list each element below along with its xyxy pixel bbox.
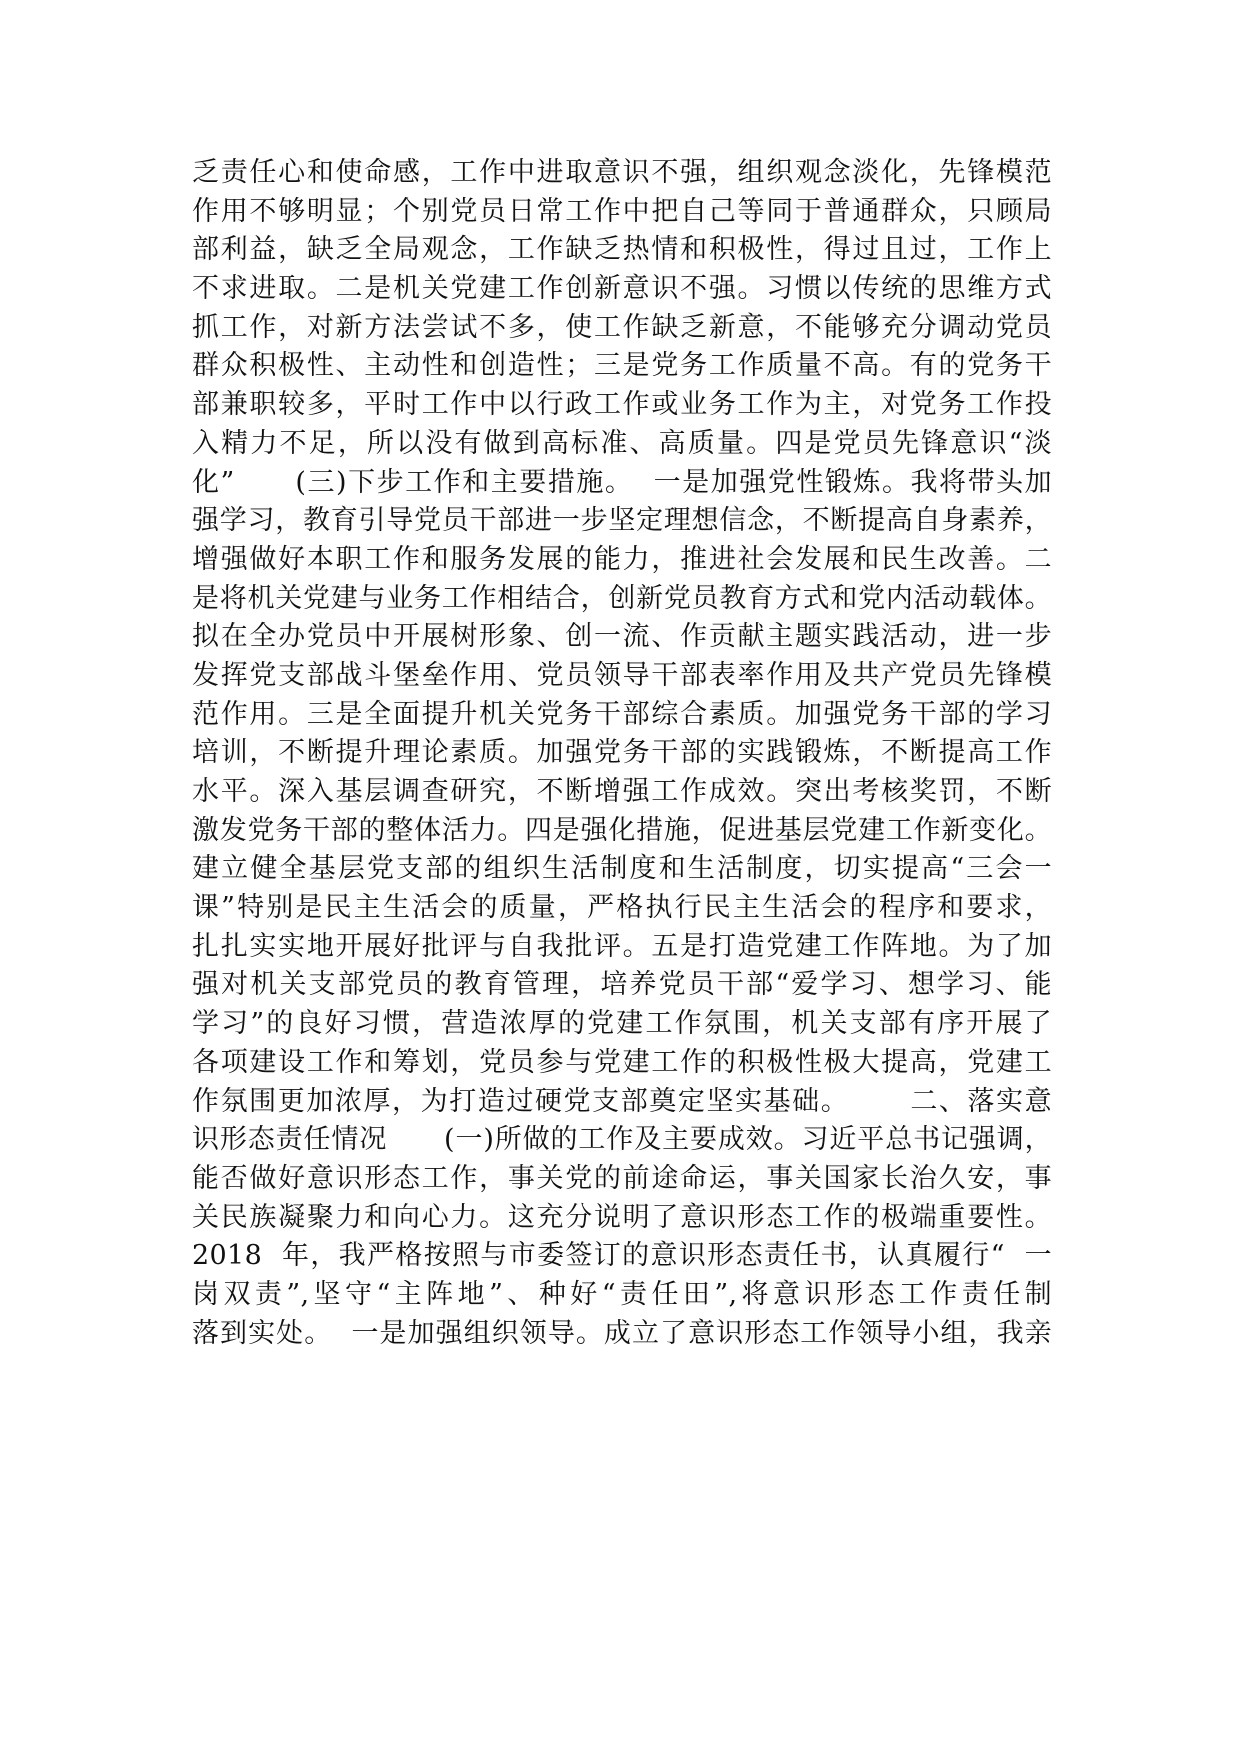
- text-line: 作用不够明显；个别党员日常工作中把自己等同于普通群众，只顾局: [192, 195, 1052, 227]
- text-line: 部利益，缺乏全局观念，工作缺乏热情和积极性，得过且过，工作上: [192, 234, 1052, 266]
- text-line: 2018 年，我严格按照与市委签订的意识形态责任书，认真履行“ 一: [192, 1240, 1052, 1272]
- text-line: 作氛围更加浓厚，为打造过硬党支部奠定坚实基础。 二、落实意: [192, 1085, 1052, 1117]
- text-line: 建立健全基层党支部的组织生活制度和生活制度，切实提高“三会一: [192, 853, 1052, 885]
- text-line: 拟在全办党员中开展树形象、创一流、作贡献主题实践活动，进一步: [192, 621, 1052, 653]
- text-line: 抓工作，对新方法尝试不多，使工作缺乏新意，不能够充分调动党员: [192, 311, 1052, 343]
- text-line: 增强做好本职工作和服务发展的能力，推进社会发展和民生改善。二: [192, 543, 1052, 575]
- text-line: 部兼职较多，平时工作中以行政工作或业务工作为主，对党务工作投: [192, 389, 1052, 421]
- text-line: 培训，不断提升理论素质。加强党务干部的实践锻炼，不断提高工作: [192, 737, 1052, 769]
- text-line: 群众积极性、主动性和创造性；三是党务工作质量不高。有的党务干: [192, 350, 1052, 382]
- text-line: 强对机关支部党员的教育管理，培养党员干部“爱学习、想学习、能: [192, 969, 1052, 1001]
- text-line: 识形态责任情况 (一)所做的工作及主要成效。习近平总书记强调，: [192, 1124, 1052, 1156]
- text-line: 课”特别是民主生活会的质量，严格执行民主生活会的程序和要求，: [192, 892, 1052, 924]
- text-line: 发挥党支部战斗堡垒作用、党员领导干部表率作用及共产党员先锋模: [192, 659, 1052, 691]
- text-line: 水平。深入基层调查研究，不断增强工作成效。突出考核奖罚，不断: [192, 776, 1052, 807]
- text-line: 各项建设工作和筹划，党员参与党建工作的积极性极大提高，党建工: [192, 1046, 1052, 1078]
- text-line: 范作用。三是全面提升机关党务干部综合素质。加强党务干部的学习: [192, 698, 1052, 730]
- text-line: 扎扎实实地开展好批评与自我批评。五是打造党建工作阵地。为了加: [192, 930, 1052, 962]
- text-line: 激发党务干部的整体活力。四是强化措施，促进基层党建工作新变化。: [192, 814, 1052, 846]
- text-line: 关民族凝聚力和向心力。这充分说明了意识形态工作的极端重要性。: [192, 1201, 1052, 1233]
- text-line: 是将机关党建与业务工作相结合，创新党员教育方式和党内活动载体。: [192, 582, 1052, 614]
- text-line: 化” (三)下步工作和主要措施。 一是加强党性锻炼。我将带头加: [192, 466, 1052, 498]
- text-line: 入精力不足，所以没有做到高标准、高质量。四是党员先锋意识“淡: [192, 427, 1052, 459]
- text-line: 学习”的良好习惯，营造浓厚的党建工作氛围，机关支部有序开展了: [192, 1008, 1052, 1040]
- text-line: 能否做好意识形态工作，事关党的前途命运，事关国家长治久安，事: [192, 1162, 1052, 1194]
- text-line: 强学习，教育引导党员干部进一步坚定理想信念，不断提高自身素养，: [192, 505, 1052, 537]
- text-line: 岗双责”,坚守“主阵地”、种好“责任田”,将意识形态工作责任制: [192, 1278, 1052, 1310]
- text-line: 不求进取。二是机关党建工作创新意识不强。习惯以传统的思维方式: [192, 273, 1052, 305]
- text-line: 落到实处。 一是加强组织领导。成立了意识形态工作领导小组，我亲: [192, 1317, 1052, 1349]
- body-text: [192, 154, 1052, 1353]
- text-line: 乏责任心和使命感，工作中进取意识不强，组织观念淡化，先锋模范: [192, 157, 1052, 188]
